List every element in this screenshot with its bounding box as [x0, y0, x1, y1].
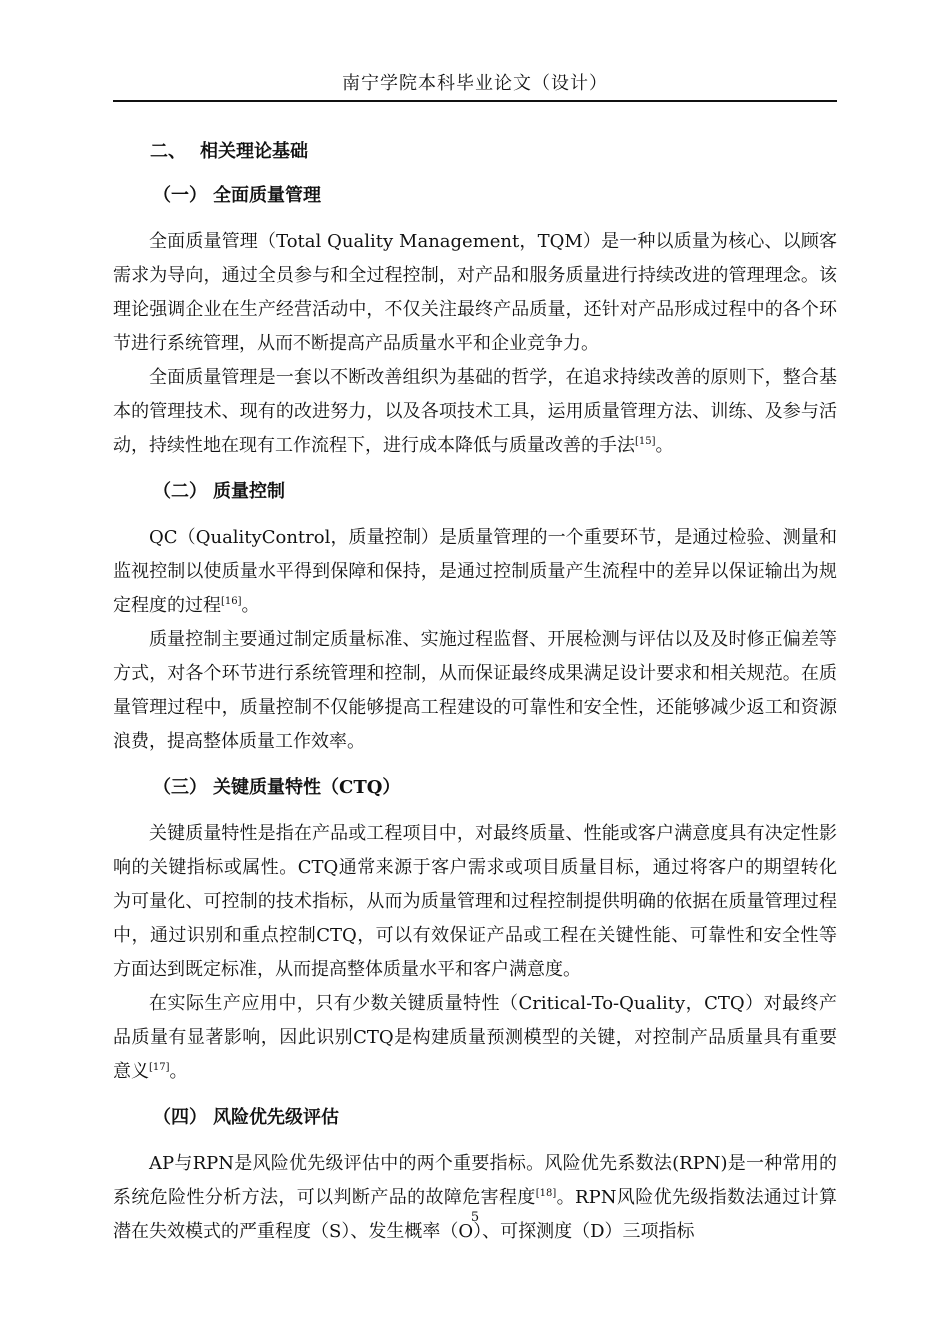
subsection-heading-4 [113, 1104, 837, 1132]
subsection-number: （四） [153, 1107, 207, 1128]
subsection-number: （二） [153, 481, 207, 502]
section-title: 相关理论基础 [200, 141, 308, 162]
subsection-heading-2 [113, 478, 837, 506]
subsection-title: 全面质量管理 [213, 185, 321, 206]
subsection-number: （三） [153, 777, 207, 798]
subsection-title: 风险优先级评估 [213, 1107, 339, 1128]
paragraph: 全面质量管理（Total Quality Management，TQM）是一种以质量为核心、以顾客需求为导向，通过全员参与和全过程控制，对产品和服务质量进行持续改进的管理理念。该理论强调企业在生产经营活动中，不仅关注最终产品质量，还针对产品形成过程中的各个环节进行系统管理，从而不断提高产品质量水平和企业竞争力。 [113, 231, 837, 354]
subsection-heading-1 [113, 182, 837, 210]
citation: [17] [149, 1062, 170, 1073]
paragraph [113, 521, 837, 623]
paragraph-end: 。 [655, 435, 674, 456]
paragraph [113, 987, 837, 1089]
section-heading [113, 138, 837, 166]
paragraph-end: 。 [169, 1061, 188, 1082]
paragraph-text: QC（QualityControl，质量控制）是质量管理的一个重要环节，是通过检验、测量和监视控制以使质量水平得到保障和保持，是通过控制质量产生流程中的差异以保证输出为规定程度的过程 [113, 527, 837, 616]
paragraph-text: AP与RPN是风险优先级评估中的两个重要指标。风险优先系数法(RPN)是一种常用的系统危险性分析方法，可以判断产品的故障危害程度 [113, 1153, 837, 1208]
page-body [113, 138, 837, 1249]
paragraph: 关键质量特性是指在产品或工程项目中，对最终质量、性能或客户满意度具有决定性影响的关键指标或属性。CTQ通常来源于客户需求或项目质量目标，通过将客户的期望转化为可量化、可控制的技术指标，从而为质量管理和过程控制提供明确的依据在质量管理过程中，通过识别和重点控制CTQ，可以有效保证产品或工程在关键性能、可靠性和安全性等方面达到既定标准，从而提高整体质量水平和客户满意度。 [113, 823, 837, 980]
citation: [15] [635, 436, 656, 447]
paragraph-text: 。RPN风险优先级指数法通过计算潜在失效模式的严重程度（S）、发生概率（O）、可探测度（D）三项指标 [113, 1187, 837, 1242]
subsection-number: （一） [153, 185, 207, 206]
subsection-heading-3 [113, 774, 837, 802]
page-header: 南宁学院本科毕业论文（设计） [342, 73, 608, 94]
page-number: 5 [470, 1210, 480, 1225]
header-rule [113, 100, 837, 102]
paragraph-end: 。 [241, 595, 260, 616]
paragraph-text: 全面质量管理是一套以不断改善组织为基础的哲学，在追求持续改善的原则下，整合基本的管理技术、现有的改进努力，以及各项技术工具，运用质量管理方法、训练、及参与活动，持续性地在现有工作流程下，进行成本降低与质量改善的手法 [113, 367, 837, 456]
subsection-title: 关键质量特性（CTQ） [213, 777, 401, 798]
paragraph [113, 361, 837, 463]
paragraph: 质量控制主要通过制定质量标准、实施过程监督、开展检测与评估以及及时修正偏差等方式，对各个环节进行系统管理和控制，从而保证最终成果满足设计要求和相关规范。在质量管理过程中，质量控制不仅能够提高工程建设的可靠性和安全性，还能够减少返工和资源浪费，提高整体质量工作效率。 [113, 629, 837, 752]
citation: [16] [221, 596, 242, 607]
subsection-title: 质量控制 [213, 481, 285, 502]
paragraph [113, 1147, 837, 1249]
citation: [18] [535, 1188, 557, 1199]
paragraph-text: 在实际生产应用中，只有少数关键质量特性（Critical-To-Quality，CTQ）对最终产品质量有显著影响，因此识别CTQ是构建质量预测模型的关键，对控制产品质量具有重要意义 [113, 993, 837, 1082]
section-number: 二、 [150, 141, 186, 162]
